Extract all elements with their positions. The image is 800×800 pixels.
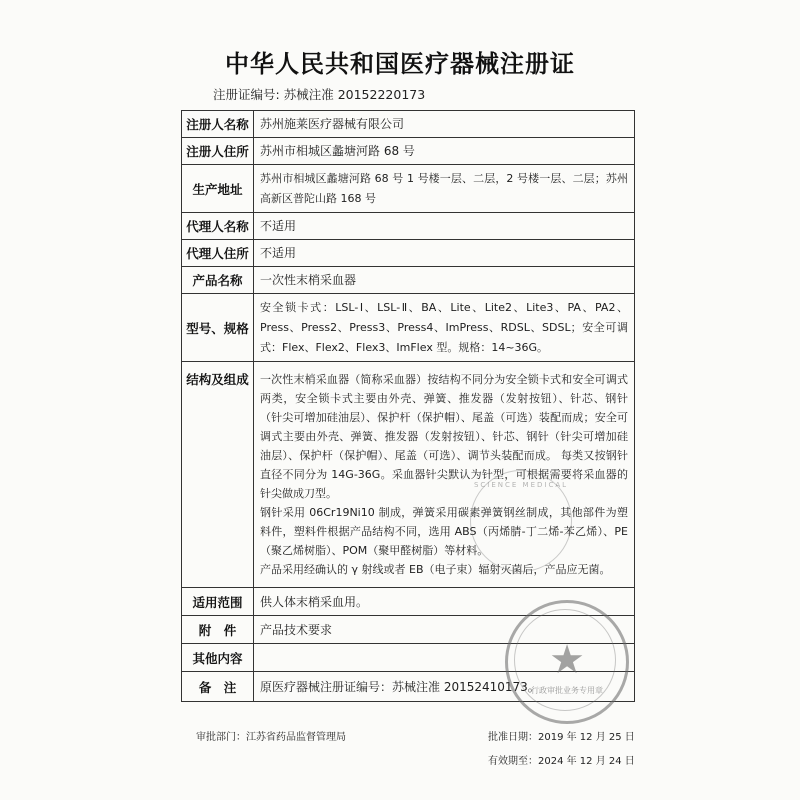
structure-paragraph: 钢针采用 06Cr19Ni10 制成，弹簧采用碳素弹簧钢丝制成，其他部件为塑料件，塑料件根据产品结构不同，选用 ABS（丙烯腈-丁二烯-苯乙烯）、PE（聚乙烯树脂）、POM（聚甲醛树脂）等材料。	[260, 506, 628, 557]
table-row	[182, 111, 635, 138]
row-label: 代理人名称	[182, 213, 254, 240]
registration-number-value: 苏械注准 20152220173	[283, 87, 426, 102]
valid-until: 有效期至：2024 年 12 月 24 日	[488, 756, 635, 767]
row-value: 不适用	[254, 240, 635, 267]
faint-stamp-text: SCIENCE MEDICAL	[473, 481, 569, 489]
row-value: 苏州施莱医疗器械有限公司	[254, 111, 635, 138]
row-value	[254, 362, 635, 588]
approval-date: 批准日期：2019 年 12 月 25 日	[488, 732, 635, 743]
approval-department: 审批部门：江苏省药品监督管理局	[196, 732, 346, 743]
row-value: 安全锁卡式：LSL-Ⅰ、LSL-Ⅱ、BA、Lite、Lite2、Lite3、PA、PA2、Press、Press2、Press3、Press4、ImPress、RDSL、SDSL；安全可调式：Flex、Flex2、Flex3、ImFlex 型。规格：14~36G。	[254, 294, 635, 362]
row-value: 不适用	[254, 213, 635, 240]
row-label: 型号、规格	[182, 294, 254, 362]
row-value: 苏州市相城区蠡塘河路 68 号	[254, 138, 635, 165]
row-label: 适用范围	[182, 588, 254, 616]
table-row	[182, 138, 635, 165]
row-label: 注册人名称	[182, 111, 254, 138]
faint-watermark-stamp	[470, 470, 572, 572]
table-row	[182, 240, 635, 267]
table-row	[182, 362, 635, 588]
table-row	[182, 294, 635, 362]
table-row	[182, 213, 635, 240]
row-value: 一次性末梢采血器	[254, 267, 635, 294]
star-icon: ★	[549, 637, 585, 683]
seal-subtext: 行政审批业务专用章	[531, 686, 603, 695]
row-label: 注册人住所	[182, 138, 254, 165]
table-row	[182, 165, 635, 213]
structure-paragraph: 产品采用经确认的 γ 射线或者 EB（电子束）辐射灭菌后，产品应无菌。	[260, 563, 611, 576]
registration-number	[213, 85, 429, 103]
row-value: 产品技术要求	[254, 616, 635, 644]
registration-number-label: 注册证编号:	[213, 87, 280, 102]
row-label: 产品名称	[182, 267, 254, 294]
row-value: 原医疗器械注册证编号：苏械注准 20152410173。	[254, 672, 635, 702]
table-row	[182, 267, 635, 294]
row-value: 供人体末梢采血用。	[254, 588, 635, 616]
row-label: 备 注	[182, 672, 254, 702]
structure-paragraph: 一次性末梢采血器（简称采血器）按结构不同分为安全锁卡式和安全可调式两类，安全锁卡式主要由外壳、弹簧、推发器（发射按钮）、针芯、钢针（针尖可增加硅油层）、保护杆（保护帽）、尾盖（可选）装配而成；安全可调式主要由外壳、弹簧、推发器（发射按钮）、针芯、钢针（针尖可增加硅油层）、保护杆（保护帽）、尾盖（可选）、调节头装配而成。 每类又按钢针直径不同分为 14G-36G。采血器针尖默认为针型，可根据需要将采血器的针尖做成刀型。	[260, 373, 628, 500]
row-label: 结构及组成	[182, 362, 254, 588]
row-value: 苏州市相城区蠡塘河路 68 号 1 号楼一层、二层，2 号楼一层、二层；苏州高新区普陀山路 168 号	[254, 165, 635, 213]
row-label: 生产地址	[182, 165, 254, 213]
row-label: 代理人住所	[182, 240, 254, 267]
row-label: 附 件	[182, 616, 254, 644]
document-title: 中华人民共和国医疗器械注册证	[225, 50, 575, 78]
row-label: 其他内容	[182, 644, 254, 672]
official-seal	[505, 600, 629, 724]
